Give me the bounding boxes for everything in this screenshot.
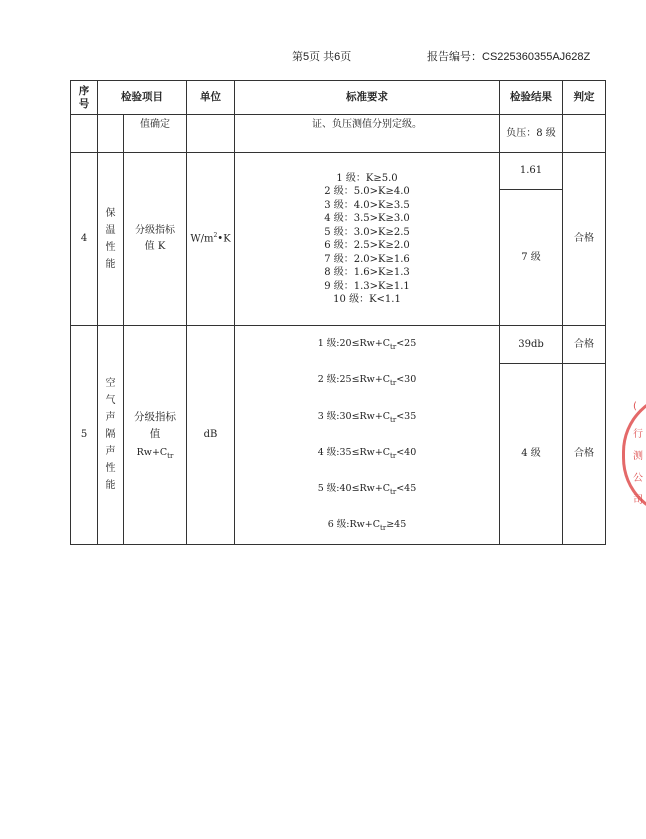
row5-item: 空气声隔声性能 — [98, 326, 124, 545]
row4-level-4: 4 级：3.5>K≥3.0 — [324, 213, 410, 224]
row5-sub-item: 分级指标值 $Rw+C_{tr}$ — [124, 326, 187, 545]
table-header-row — [71, 81, 606, 115]
cell-unit — [187, 115, 235, 153]
col-item: 检验项目 — [98, 81, 187, 115]
row5-result-value: 39db — [500, 326, 563, 364]
row5-no: 5 — [71, 326, 98, 545]
cell-result: 负压：8 级 — [500, 115, 563, 153]
table-row-4 — [71, 153, 606, 190]
row4-unit: $W/m^2•K$ — [187, 153, 235, 326]
cell-requirement: 证、负压测值分别定级。 — [235, 115, 500, 153]
row4-level-7: 7 级：2.0>K≥1.6 — [324, 253, 410, 265]
row5-unit: dB — [187, 326, 235, 545]
row5-result-level: 4 级 — [500, 364, 563, 545]
row4-level-1: 1 级：K≥5.0 — [336, 172, 398, 184]
row4-level-10: 10 级：K<1.1 — [333, 294, 401, 305]
row4-level-2: 2 级：5.0>K≥4.0 — [324, 186, 410, 197]
table-row-continued — [71, 115, 606, 153]
row4-level-8: 8 级：1.6>K≥1.3 — [324, 267, 410, 278]
report-number — [427, 48, 590, 64]
row4-result-value: 1.61 — [500, 153, 563, 190]
col-judge: 判定 — [563, 81, 606, 115]
cell-item — [98, 115, 124, 153]
row4-item: 保温性能 — [98, 153, 124, 326]
seal-stamp: ( 行 测 公 司 — [622, 392, 646, 518]
col-result: 检验结果 — [500, 81, 563, 115]
row4-sub-item: 分级指标值 K — [124, 153, 187, 326]
col-unit: 单位 — [187, 81, 235, 115]
cell-sub-item: 值确定 — [124, 115, 187, 153]
row5-level-3: 3 级$:30\le Rw+C_{tr}<35$ — [317, 410, 417, 424]
row5-level-4: 4 级$:35\le Rw+C_{tr}<40$ — [317, 446, 417, 460]
row4-requirement — [235, 153, 500, 326]
cell-no — [71, 115, 98, 153]
row4-level-3: 3 级：4.0>K≥3.5 — [324, 199, 410, 211]
row5-level-2: 2 级$:25\le Rw+C_{tr}<30$ — [317, 374, 417, 388]
col-no: 序号 — [71, 81, 98, 115]
row4-level-9: 9 级：1.3>K≥1.1 — [324, 280, 410, 292]
report-number-value: CS225360355AJ628Z — [482, 51, 591, 63]
table-row-5 — [71, 326, 606, 364]
row4-no: 4 — [71, 153, 98, 326]
row4-result-level: 7 级 — [500, 190, 563, 326]
row5-requirement — [235, 326, 500, 545]
row5-level-6: 6 级$:Rw+C_{tr}\ge 45$ — [327, 519, 407, 533]
row5-judge-value: 合格 — [563, 326, 606, 364]
row5-level-1: 1 级$:20\le Rw+C_{tr}<25$ — [317, 338, 417, 351]
row4-level-6: 6 级：2.5>K≥2.0 — [324, 240, 410, 251]
row4-judge: 合格 — [563, 153, 606, 326]
row5-judge: 合格 — [563, 364, 606, 545]
row5-sub-item-formula: $Rw+C_{tr}$ — [136, 446, 174, 460]
page-number: 第5页 共6页 — [292, 51, 352, 63]
row4-level-5: 5 级：3.0>K≥2.5 — [324, 226, 410, 238]
cell-judge — [563, 115, 606, 153]
col-requirement: 标准要求 — [235, 81, 500, 115]
report-number-label: 报告编号： — [427, 51, 482, 63]
inspection-table — [70, 80, 606, 545]
row5-level-5: 5 级$:40\le Rw+C_{tr}<45$ — [317, 483, 417, 497]
